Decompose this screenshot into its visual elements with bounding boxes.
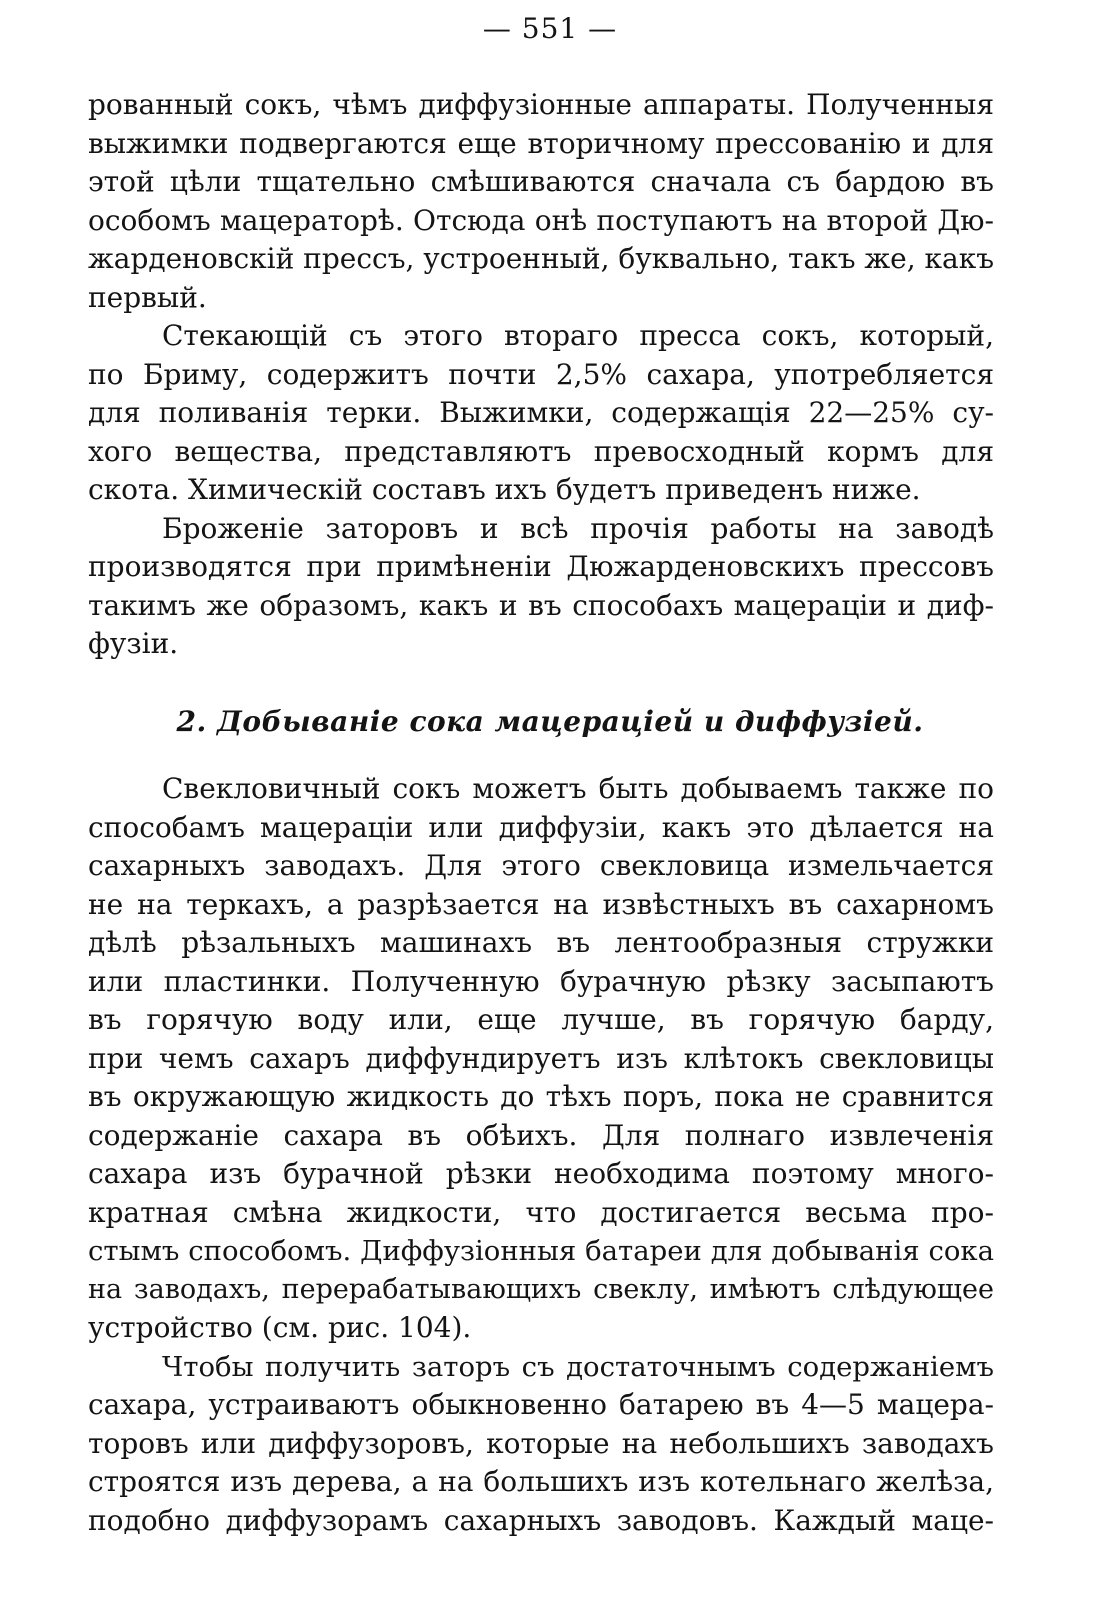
paragraph xyxy=(88,510,994,664)
paragraph xyxy=(88,770,994,1348)
text-line: Свекловичный сокъ можетъ быть добываемъ также по xyxy=(162,772,994,805)
text-line: строятся изъ дерева, а на большихъ изъ котельнаго желѣза, xyxy=(88,1465,994,1498)
text-line: сахарныхъ заводахъ. Для этого свекловица измельчается xyxy=(88,849,994,882)
text-line: способамъ мацераціи или диффузіи, какъ это дѣлается на xyxy=(88,810,994,844)
text-line: такимъ же образомъ, какъ и въ способахъ мацераціи и диф- xyxy=(88,588,994,622)
text-line: первый. xyxy=(88,280,207,314)
text-line: сахара изъ бурачной рѣзки необходима поэтому много- xyxy=(88,1157,994,1190)
text-line: Чтобы получить заторъ съ достаточнымъ содержаніемъ xyxy=(162,1350,994,1383)
text-line: сахара, устраиваютъ обыкновенно батарею въ 4—5 мацера- xyxy=(88,1388,994,1421)
text-line: производятся при примѣненіи Дюжарденовскихъ прессовъ xyxy=(88,550,994,583)
text-line: хого вещества, представляютъ превосходный кормъ для xyxy=(88,434,994,468)
text-line: при чемъ сахаръ диффундируетъ изъ клѣтокъ свекловицы xyxy=(88,1041,994,1075)
text-line: особомъ мацераторѣ. Отсюда онѣ поступаютъ на второй Дю- xyxy=(88,203,994,237)
text-block-top xyxy=(88,86,994,664)
text-line: дѣлѣ рѣзальныхъ машинахъ въ лентообразныя стружки xyxy=(88,926,994,959)
text-line: кратная смѣна жидкости, что достигается весьма про- xyxy=(88,1195,994,1229)
text-line: жарденовскій прессъ, устроенный, буквально, такъ же, какъ xyxy=(88,242,995,275)
text-line: для поливанія терки. Выжимки, содержащія 22—25% су- xyxy=(88,396,994,429)
paragraph xyxy=(88,1348,994,1541)
text-line: фузіи. xyxy=(88,627,179,660)
text-line: Стекающій съ этого втораго пресса сокъ, который, xyxy=(162,319,994,352)
text-line: на заводахъ, перерабатывающихъ свеклу, имѣютъ слѣдующее xyxy=(88,1273,994,1305)
text-line: скота. Химическій составъ ихъ будетъ приведенъ ниже. xyxy=(88,473,921,506)
text-line: подобно диффузорамъ сахарныхъ заводовъ. Каждый маце- xyxy=(88,1503,994,1537)
text-line: стымъ способомъ. Диффузіонныя батареи для добыванія сока xyxy=(88,1235,994,1267)
section-heading: 2. Добываніе сока мацераціей и диффузіей. xyxy=(176,705,924,738)
text-line: не на теркахъ, а разрѣзается на извѣстныхъ въ сахарномъ xyxy=(88,887,994,921)
page-number: — 551 — xyxy=(482,12,618,45)
text-line: этой цѣли тщательно смѣшиваются сначала съ бардою въ xyxy=(88,165,994,198)
text-line: рованный сокъ, чѣмъ диффузіонные аппараты. Полученныя xyxy=(88,88,994,121)
text-line: торовъ или диффузоровъ, которые на небольшихъ заводахъ xyxy=(88,1426,994,1460)
text-line: или пластинки. Полученную бурачную рѣзку засыпаютъ xyxy=(88,964,994,998)
paragraph xyxy=(88,317,994,510)
text-line: по Бриму, содержитъ почти 2,5% сахара, употребляется xyxy=(88,357,994,391)
text-line: въ горячую воду или, еще лучше, въ горячую барду, xyxy=(88,1003,994,1036)
text-block-bottom xyxy=(88,770,994,1540)
text-line: содержаніе сахара въ обѣихъ. Для полнаго извлеченія xyxy=(88,1118,994,1152)
text-line: Броженіе заторовъ и всѣ прочія работы на заводѣ xyxy=(162,511,994,545)
text-line: устройство (см. рис. 104). xyxy=(88,1311,472,1344)
text-line: въ окружающую жидкость до тѣхъ поръ, пока не сравнится xyxy=(88,1080,994,1113)
paragraph xyxy=(88,86,994,317)
text-line: выжимки подвергаются еще вторичному прессованію и для xyxy=(88,126,994,160)
